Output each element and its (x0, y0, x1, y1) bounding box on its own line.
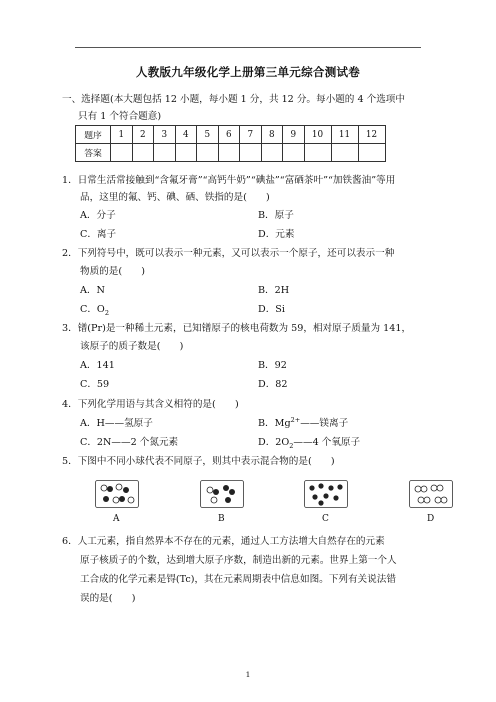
q4-option-b-text: B．Mg (258, 418, 291, 429)
q2-stem: 2．下列符号中，既可以表示一种元素，又可以表示一个原子，还可以表示一种 (62, 248, 395, 259)
answer-table-header-row (76, 126, 386, 144)
molecule-diagram-a[interactable] (95, 480, 139, 508)
answer-table-number: 12 (358, 126, 385, 144)
q1-stem: 1．日常生活常接触到“含氟牙膏”“高钙牛奶”“碘盐”“富硒茶叶”“加铁酱油”等用 (62, 175, 396, 186)
molecule-diagram-b[interactable] (200, 480, 244, 508)
q3-stem: 3．镨(Pr)是一种稀土元素，已知镨原子的核电荷数为 59，相对原子质量为 141， (62, 323, 412, 334)
q6-stem: 6．人工元素，指自然界本不存在的元素，通过人工方法增大自然存在的元素 (62, 536, 385, 547)
answer-cell[interactable] (283, 144, 305, 162)
q4-option-d-sub: 2 (289, 441, 294, 450)
q2-option-a[interactable]: A．N (80, 285, 105, 296)
q2-option-c-text: C．O (80, 304, 105, 315)
answer-table-number: 1 (111, 126, 133, 144)
q5-stem: 5．下图中不同小球代表不同原子，则其中表示混合物的是( ) (62, 456, 335, 467)
header-rule (75, 47, 421, 48)
q3-option-b[interactable]: B．92 (258, 360, 287, 371)
q3-option-a[interactable]: A．141 (80, 360, 115, 371)
answer-table-number: 2 (132, 126, 154, 144)
q3-stem-cont: 该原子的质子数是( ) (80, 341, 184, 352)
q1-option-a[interactable]: A．分子 (80, 210, 116, 221)
q1-stem-cont: 品，这里的氟、钙、碘、硒、铁指的是( ) (80, 192, 270, 203)
answer-table-number: 8 (261, 126, 283, 144)
q2-option-d[interactable]: D．Si (258, 304, 285, 315)
answer-cell[interactable] (261, 144, 283, 162)
q6-stem-cont-2: 工合成的化学元素是锝(Tc)，其在元素周期表中信息如图。下列有关说法错 (80, 574, 396, 585)
section-heading-cont: 只有 1 个符合题意) (78, 111, 162, 122)
q2-option-b[interactable]: B．2H (258, 285, 290, 296)
answer-cell[interactable] (240, 144, 262, 162)
q4-option-c[interactable]: C．2N——2 个氮元素 (80, 437, 179, 448)
q4-option-d-text: D．2O (258, 437, 290, 448)
q4-stem: 4．下列化学用语与其含义相符的是( ) (62, 399, 239, 410)
answer-table-label: 题序 (76, 126, 111, 144)
q3-option-d[interactable]: D．82 (258, 379, 288, 390)
diagram-label-a: A (113, 514, 120, 524)
answer-table (75, 125, 386, 162)
answer-cell[interactable] (111, 144, 133, 162)
answer-cell[interactable] (175, 144, 197, 162)
q2-option-c[interactable] (80, 301, 109, 317)
answer-table-number: 6 (218, 126, 240, 144)
q4-option-b[interactable] (258, 415, 348, 429)
diagram-label-b: B (218, 514, 225, 524)
molecule-diagram-d[interactable] (409, 480, 453, 508)
answer-table-number: 9 (283, 126, 305, 144)
diagram-label-d: D (427, 514, 435, 524)
answer-cell[interactable] (331, 144, 358, 162)
answer-table-number: 3 (154, 126, 176, 144)
q2-stem-cont: 物质的是( ) (80, 266, 146, 277)
section-heading: 一、选择题(本大题包括 12 小题，每小题 1 分，共 12 分。每小题的 4 个选项中 (62, 94, 405, 105)
q3-option-c[interactable]: C．59 (80, 379, 110, 390)
q1-option-c[interactable]: C．离子 (80, 229, 117, 240)
q2-option-c-sub: 2 (104, 308, 109, 317)
answer-table-label: 答案 (76, 144, 111, 162)
q4-option-d-suffix: ——4 个氧原子 (293, 437, 361, 448)
answer-table-number: 7 (240, 126, 262, 144)
molecule-diagram-c[interactable] (304, 480, 348, 508)
q4-option-d[interactable] (258, 434, 360, 450)
q4-option-a[interactable]: A．H——氢原子 (80, 418, 153, 429)
q4-option-b-suffix: ——镁离子 (300, 418, 349, 429)
answer-table-answer-row (76, 144, 386, 162)
answer-cell[interactable] (197, 144, 219, 162)
answer-cell[interactable] (218, 144, 240, 162)
q1-option-d[interactable]: D．元素 (258, 229, 295, 240)
answer-table-number: 10 (304, 126, 331, 144)
answer-cell[interactable] (358, 144, 385, 162)
answer-cell[interactable] (132, 144, 154, 162)
q6-stem-cont-3: 误的是( ) (80, 593, 136, 604)
q6-stem-cont-1: 原子核质子的个数，达到增大原子序数，制造出新的元素。世界上第一个人 (80, 555, 397, 566)
page-title: 人教版九年级化学上册第三单元综合测试卷 (135, 65, 361, 79)
answer-cell[interactable] (304, 144, 331, 162)
answer-table-number: 5 (197, 126, 219, 144)
answer-cell[interactable] (154, 144, 176, 162)
q1-option-b[interactable]: B．原子 (258, 210, 294, 221)
diagram-label-c: C (322, 514, 329, 524)
q4-option-b-sup: 2+ (290, 415, 301, 424)
answer-table-number: 11 (331, 126, 358, 144)
page-number: 1 (245, 670, 251, 679)
answer-table-number: 4 (175, 126, 197, 144)
